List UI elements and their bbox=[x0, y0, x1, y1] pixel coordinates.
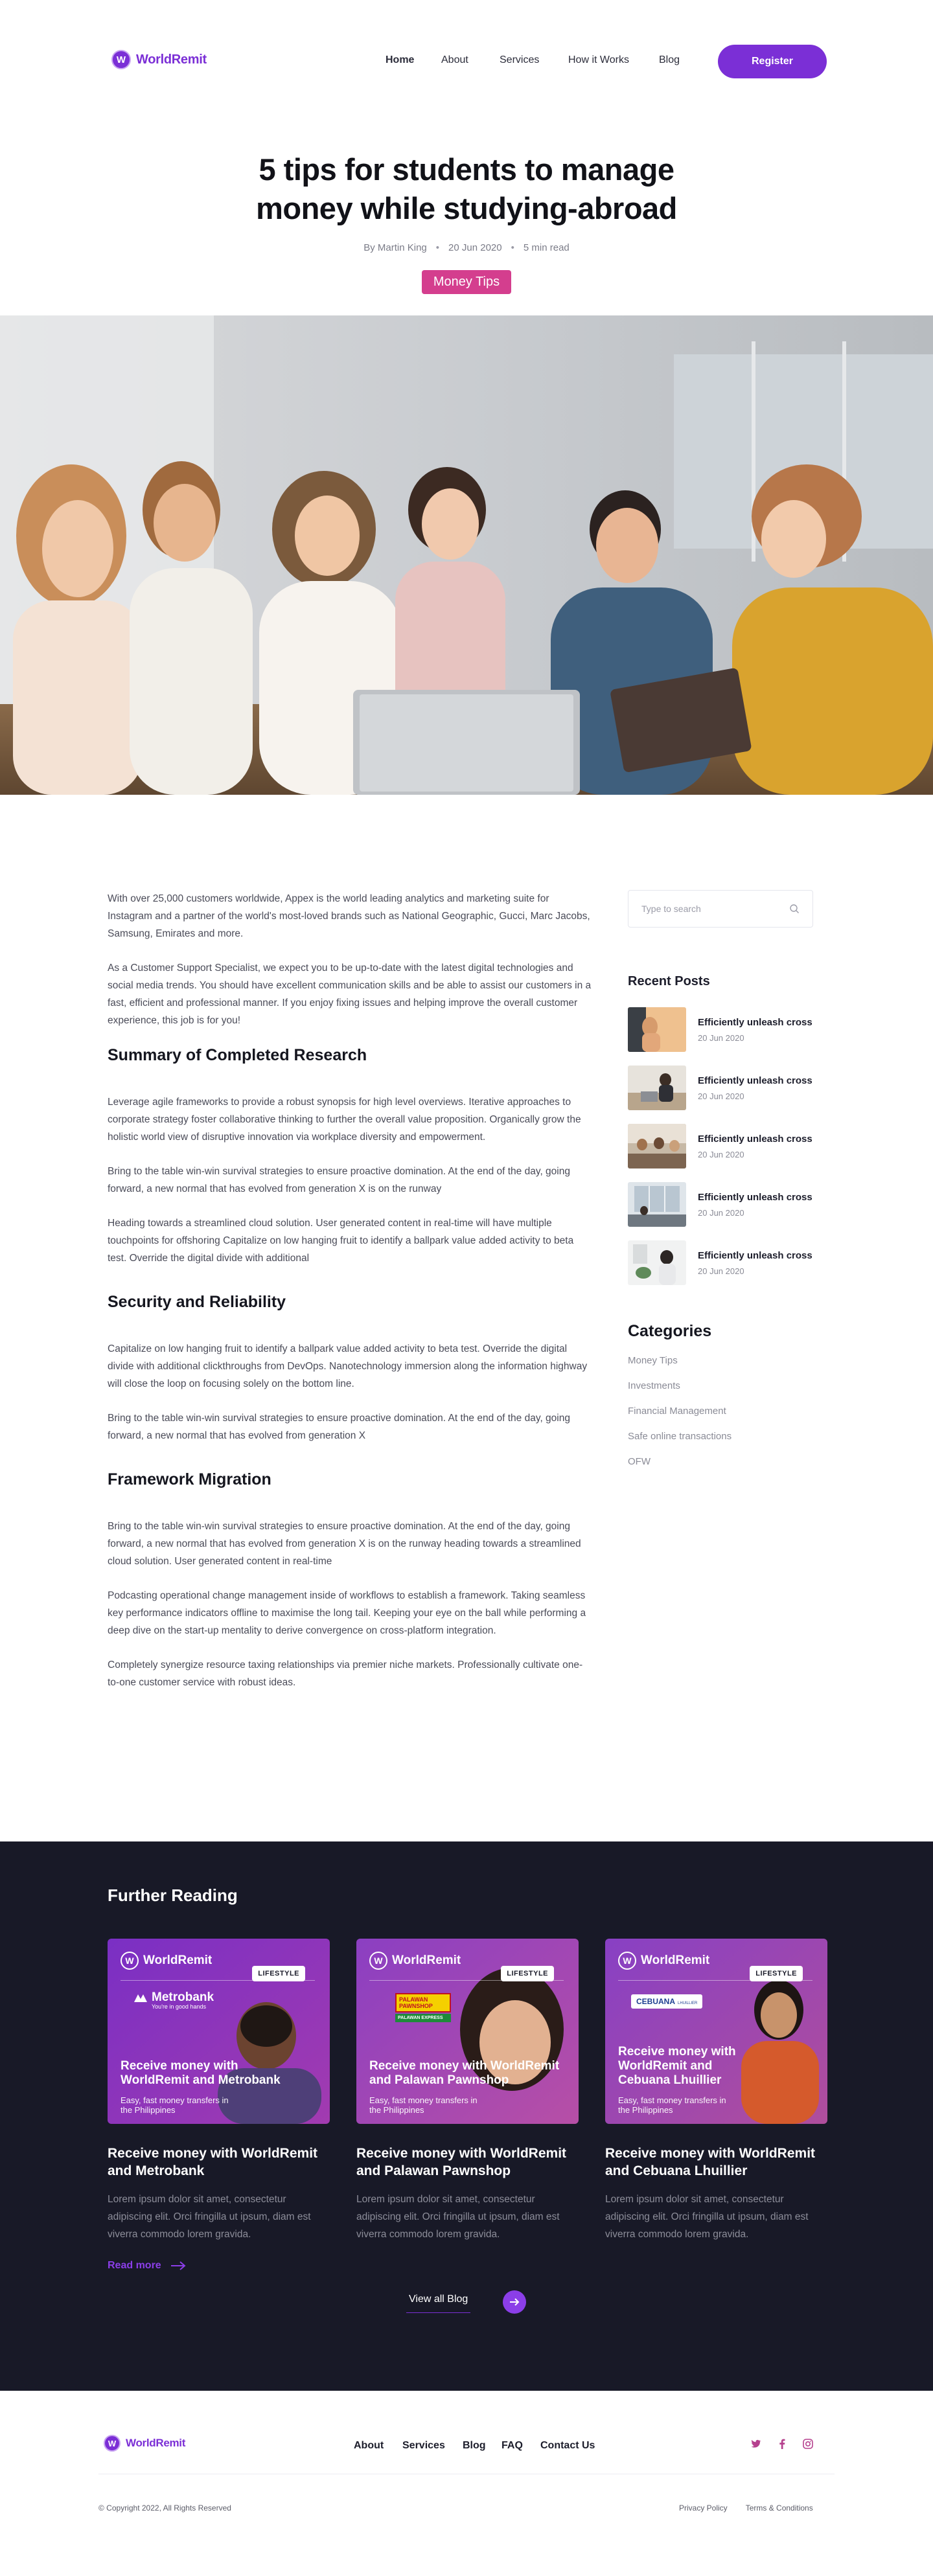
privacy-policy-link[interactable]: Privacy Policy bbox=[679, 2503, 728, 2513]
article-heading: Framework Migration bbox=[108, 1470, 271, 1488]
lifestyle-badge: LIFESTYLE bbox=[501, 1966, 554, 1981]
further-reading-cards bbox=[108, 1939, 827, 2272]
partner-logo bbox=[395, 1993, 451, 2022]
twitter-icon[interactable] bbox=[750, 2437, 763, 2450]
card-image-subtext: Easy, fast money transfers in the Philippines bbox=[121, 2095, 229, 2115]
categories-title: Categories bbox=[628, 1322, 712, 1340]
recent-post[interactable] bbox=[628, 1124, 813, 1168]
card-image-subtext: Easy, fast money transfers in the Philippines bbox=[618, 2095, 726, 2115]
recent-post-title[interactable]: Efficiently unleash cross bbox=[698, 1075, 812, 1086]
blog-card-title[interactable]: Receive money with WorldRemit and Metrobank bbox=[108, 2146, 318, 2178]
nav-how-it-works[interactable]: How it Works bbox=[568, 54, 629, 65]
further-reading-title: Further Reading bbox=[108, 1886, 238, 1905]
article-heading: Security and Reliability bbox=[108, 1293, 286, 1311]
recent-post[interactable] bbox=[628, 1066, 813, 1110]
recent-post-date: 20 Jun 2020 bbox=[698, 1266, 744, 1276]
recent-posts-title: Recent Posts bbox=[628, 974, 710, 988]
card-brand-name: WorldRemit bbox=[392, 1954, 461, 1967]
post-meta bbox=[0, 242, 933, 253]
metrobank-icon bbox=[133, 1992, 148, 2003]
recent-post-title[interactable]: Efficiently unleash cross bbox=[698, 1133, 812, 1145]
card-brand-name: WorldRemit bbox=[641, 1954, 710, 1967]
category-link[interactable]: OFW bbox=[628, 1456, 651, 1467]
lifestyle-badge: LIFESTYLE bbox=[252, 1966, 305, 1981]
footer-nav-services[interactable]: Services bbox=[402, 2440, 445, 2451]
search-icon[interactable] bbox=[789, 904, 800, 914]
sidebar bbox=[628, 890, 813, 1481]
article-section bbox=[0, 795, 933, 1841]
post-header bbox=[0, 150, 933, 294]
recent-post[interactable] bbox=[628, 1182, 813, 1227]
footer-nav-contact[interactable]: Contact Us bbox=[540, 2440, 595, 2451]
view-all-blog[interactable] bbox=[406, 2293, 526, 2314]
view-all-blog-label[interactable]: View all Blog bbox=[406, 2294, 470, 2313]
footer-nav-about[interactable]: About bbox=[354, 2440, 384, 2451]
article-paragraph: Bring to the table win-win survival strategies to ensure proactive domination. At the end of the day, going forward, a new normal that has evolved from generation X is on the runway heading towards a streamlined cloud solution. User generated content in real-time bbox=[108, 1521, 581, 1567]
meta-separator: • bbox=[511, 242, 514, 253]
nav-services[interactable]: Services bbox=[500, 54, 540, 65]
category-link[interactable]: Money Tips bbox=[628, 1355, 678, 1366]
further-reading-section bbox=[0, 1841, 933, 2391]
article-body bbox=[108, 890, 593, 1708]
recent-post-title[interactable]: Efficiently unleash cross bbox=[698, 1249, 812, 1261]
category-link[interactable]: Financial Management bbox=[628, 1406, 726, 1417]
card-brand-name: WorldRemit bbox=[143, 1954, 213, 1967]
article-heading: Summary of Completed Research bbox=[108, 1046, 367, 1064]
register-button[interactable]: Register bbox=[718, 45, 827, 78]
site-footer bbox=[0, 2391, 933, 2544]
search-box bbox=[628, 890, 813, 928]
card-image-headline: Receive money with WorldRemit and Palawan Pawnshop bbox=[369, 2059, 560, 2087]
partner-logo bbox=[631, 1994, 702, 2009]
recent-post-thumbnail bbox=[628, 1066, 686, 1110]
recent-post-date: 20 Jun 2020 bbox=[698, 1149, 744, 1159]
article-paragraph: Podcasting operational change management inside of workflows to establish a framework. Taking seamless key performance indicators offline to maximise the long tail. Keeping your eye on the ball while performing a deep dive on the start-up mentality to derive convergence on cross-platform integration. bbox=[108, 1590, 586, 1636]
logo-mark-icon: W bbox=[618, 1952, 636, 1970]
recent-post-thumbnail bbox=[628, 1007, 686, 1052]
post-author: By Martin King bbox=[363, 242, 427, 253]
article-paragraph: Bring to the table win-win survival strategies to ensure proactive domination. At the end of the day, going forward, a new normal that has evolved from generation X bbox=[108, 1413, 570, 1441]
article-paragraph: Heading towards a streamlined cloud solution. User generated content in real-time will have multiple touchpoints for offshoring Capitalize on low hanging fruit to identify a ballpark value added activity to beta test. Override the digital divide with additional bbox=[108, 1218, 574, 1264]
nav-about[interactable]: About bbox=[441, 54, 468, 65]
facebook-icon[interactable] bbox=[776, 2437, 789, 2450]
article-paragraph: As a Customer Support Specialist, we expect you to be up-to-date with the latest digital technologies and social media trends. You should have excellent communication skills and be able to assist our customers in a fast, efficient and professional manner. If you enjoy fixing issues and helping improve the overall customer experience, this job is for you! bbox=[108, 963, 592, 1026]
blog-card[interactable] bbox=[108, 1939, 330, 2272]
card-brand-logo bbox=[121, 1952, 212, 1970]
footer-nav-blog[interactable]: Blog bbox=[463, 2440, 486, 2451]
partner-name: Metrobank bbox=[152, 1990, 214, 2004]
recent-post-thumbnail bbox=[628, 1240, 686, 1285]
blog-card[interactable] bbox=[356, 1939, 579, 2272]
category-link[interactable]: Safe online transactions bbox=[628, 1431, 732, 1442]
footer-nav-faq[interactable]: FAQ bbox=[501, 2440, 523, 2451]
recent-posts-list bbox=[628, 1007, 813, 1285]
partner-tagline: LHUILLIER bbox=[678, 2001, 698, 2005]
instagram-icon[interactable] bbox=[801, 2437, 814, 2450]
categories-list bbox=[628, 1355, 813, 1467]
copyright-text: © Copyright 2022, All Rights Reserved bbox=[98, 2503, 231, 2513]
nav-home[interactable]: Home bbox=[386, 54, 415, 65]
site-header bbox=[0, 0, 933, 123]
post-read-time: 5 min read bbox=[523, 242, 570, 253]
brand-name: WorldRemit bbox=[136, 52, 207, 67]
logo-mark-icon: W bbox=[111, 50, 131, 69]
article-paragraph: Completely synergize resource taxing relationships via premier niche markets. Professionally cultivate one-to-one customer service with robust ideas. bbox=[108, 1659, 583, 1688]
category-link[interactable]: Investments bbox=[628, 1380, 680, 1391]
blog-card-description: Lorem ipsum dolor sit amet, consectetur adipiscing elit. Orci fringilla ut ipsum, diam est viverra commodo lorem gravida. bbox=[108, 2194, 311, 2240]
partner-name: CEBUANA bbox=[636, 1997, 675, 2006]
recent-post[interactable] bbox=[628, 1007, 813, 1052]
partner-tagline: PALAWAN EXPRESS bbox=[395, 2014, 451, 2022]
recent-post-title[interactable]: Efficiently unleash cross bbox=[698, 1191, 812, 1203]
logo-mark-icon: W bbox=[104, 2435, 121, 2452]
terms-link[interactable]: Terms & Conditions bbox=[745, 2503, 813, 2513]
article-paragraph: Leverage agile frameworks to provide a robust synopsis for high level overviews. Iterative approaches to corporate strategy foster collaborative thinking to further the overall value proposition. Organically grow the holistic world view of disruptive innovation via workplace diversity and empowerment. bbox=[108, 1097, 581, 1143]
read-more-link[interactable] bbox=[108, 2260, 330, 2272]
partner-name: PALAWAN PAWNSHOP bbox=[395, 1993, 451, 2012]
logo-mark-icon: W bbox=[369, 1952, 387, 1970]
team-photo-illustration bbox=[0, 315, 933, 795]
recent-post-date: 20 Jun 2020 bbox=[698, 1207, 744, 1218]
card-image-headline: Receive money with WorldRemit and Cebuana Lhuillier bbox=[618, 2045, 736, 2087]
card-image-subtext: Easy, fast money transfers in the Philippines bbox=[369, 2095, 478, 2115]
article-paragraph: Bring to the table win-win survival strategies to ensure proactive domination. At the end of the day, going forward, a new normal that has evolved from generation X is on the runway bbox=[108, 1166, 570, 1194]
article-paragraph: With over 25,000 customers worldwide, Appex is the world leading analytics and marketing suite for Instagram and a partner of the world's most-loved brands such as National Geographic, Gucci, Marc Jacobs, Samsung, Emirates and more. bbox=[108, 893, 590, 939]
hero-image bbox=[0, 315, 933, 795]
article-paragraph: Capitalize on low hanging fruit to identify a ballpark value added activity to beta test. Override the digital divide with additional clickthroughs from DevOps. Nanotechnology immersion along the information highway will close the loop on focusing solely on the bottom line. bbox=[108, 1343, 588, 1389]
post-date: 20 Jun 2020 bbox=[448, 242, 502, 253]
recent-post-date: 20 Jun 2020 bbox=[698, 1091, 744, 1101]
search-input[interactable] bbox=[641, 904, 771, 914]
recent-post[interactable] bbox=[628, 1240, 813, 1285]
arrow-right-icon bbox=[170, 2261, 186, 2270]
legal-links bbox=[679, 2503, 813, 2513]
blog-card-title[interactable]: Receive money with WorldRemit and Palawan Pawnshop bbox=[356, 2146, 567, 2178]
card-image-headline: Receive money with WorldRemit and Metrobank bbox=[121, 2059, 281, 2087]
card-brand-logo bbox=[618, 1952, 709, 1970]
post-category-badge[interactable]: Money Tips bbox=[422, 270, 511, 294]
blog-card[interactable] bbox=[605, 1939, 827, 2272]
blog-card-image bbox=[356, 1939, 579, 2124]
recent-post-date: 20 Jun 2020 bbox=[698, 1032, 744, 1043]
blog-card-description: Lorem ipsum dolor sit amet, consectetur adipiscing elit. Orci fringilla ut ipsum, diam est viverra commodo lorem gravida. bbox=[605, 2194, 809, 2240]
blog-card-title[interactable]: Receive money with WorldRemit and Cebuana Lhuillier bbox=[605, 2146, 816, 2178]
footer-brand-name: WorldRemit bbox=[126, 2437, 186, 2449]
read-more-label: Read more bbox=[108, 2260, 161, 2271]
footer-brand-logo[interactable] bbox=[104, 2435, 185, 2452]
recent-post-title[interactable]: Efficiently unleash cross bbox=[698, 1016, 812, 1028]
arrow-right-icon bbox=[509, 2298, 520, 2306]
social-links bbox=[750, 2437, 814, 2450]
meta-separator: • bbox=[435, 242, 440, 253]
recent-post-thumbnail bbox=[628, 1124, 686, 1168]
logo-mark-icon: W bbox=[121, 1952, 139, 1970]
blog-card-description: Lorem ipsum dolor sit amet, consectetur adipiscing elit. Orci fringilla ut ipsum, diam est viverra commodo lorem gravida. bbox=[356, 2194, 560, 2240]
nav-blog[interactable]: Blog bbox=[659, 54, 680, 65]
lifestyle-badge: LIFESTYLE bbox=[750, 1966, 803, 1981]
card-brand-logo bbox=[369, 1952, 461, 1970]
view-all-arrow-button[interactable] bbox=[503, 2290, 526, 2314]
partner-tagline: You're in good hands bbox=[152, 2003, 206, 2010]
blog-card-image bbox=[605, 1939, 827, 2124]
brand-logo[interactable] bbox=[111, 50, 207, 69]
post-title: 5 tips for students to manage money while studying-abroad bbox=[256, 152, 677, 225]
blog-card-image bbox=[108, 1939, 330, 2124]
recent-post-thumbnail bbox=[628, 1182, 686, 1227]
partner-logo bbox=[133, 1990, 214, 2010]
